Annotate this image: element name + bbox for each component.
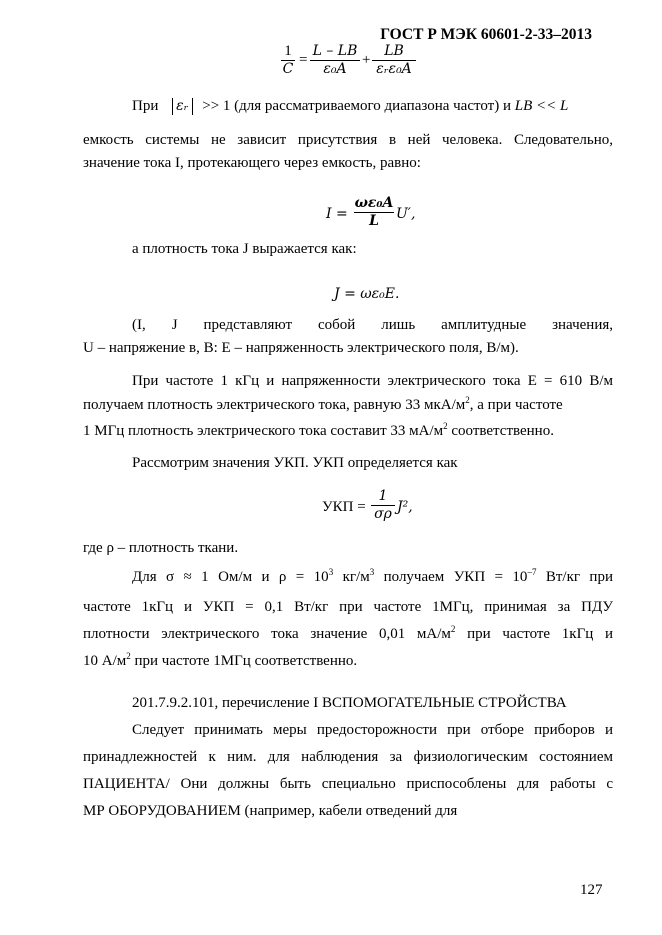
fraction-2: LB εᵣε₀A (372, 43, 416, 78)
para6-line: где ρ – плотность ткани. (83, 540, 239, 556)
fraction-current: $\frac{\text{ωε₀A}}{L}$ (354, 195, 394, 229)
document-header: ГОСТ Р МЭК 60601-2-33–2013 (380, 26, 592, 43)
para8-line1: Следует принимать меры предосторожности при отборе приборов и (132, 722, 613, 738)
para2-line: а плотность тока J выражается как: (132, 241, 357, 257)
fraction-1: $\frac{L - LB}{\text{ε₀A}}$ (310, 43, 360, 78)
page-number: 127 (580, 882, 603, 898)
abs-epsilon-r: εᵣ (172, 98, 192, 115)
para5-line: Рассмотрим значения УКП. УКП определяется как (132, 455, 458, 471)
equals-sign: = (299, 52, 308, 68)
section-heading: 201.7.9.2.101, перечисление I ВСПОМОГАТЕЛЬНЫЕ СТРОЙСТВА (132, 695, 567, 711)
fraction-sar: $\frac{1}{\sigma\rho}$ (371, 488, 395, 523)
para4-line2: получаем плотность электрического тока, равную 33 мкА/$м^2$, а при частоте (83, 395, 563, 413)
para1-line3: значение тока I, протекающего через емкость, равно: (83, 155, 421, 171)
para3-line2: U – напряжение в, В: E – напряженность электрического поля, В/м). (83, 340, 519, 356)
para1-line2: емкость системы не зависит присутствия в ней человека. Следовательно, (83, 132, 613, 148)
para4-line3: 1 МГц плотность электрического тока составит 33 $мА/м^2$ соответственно. (83, 421, 554, 439)
para8-line2: принадлежностей к ним. для наблюдения за физиологическим состоянием (83, 749, 613, 765)
plus-sign: + (362, 52, 371, 68)
para7-line3: плотности электрического тока значение 0,01 $мА/м^2$ при частоте 1кГц и (83, 624, 613, 642)
para4-line1: При частоте 1 кГц и напряженности электрического тока E = 610 В/м (132, 373, 613, 389)
para7-line1: Для σ ≈ 1 Ом/м и $\rho = 10^3$ $кг/м^3$ получаем УКП = $10^{-7}$ Вт/кг при (132, 567, 613, 585)
formula-current-density: J = ωε₀E. (334, 286, 400, 302)
para3-line1: (I, J представляют собой лишь амплитудные значения, (132, 317, 613, 333)
fraction-lhs: $\frac{1}{C}$ (282, 43, 294, 77)
para8-line3: ПАЦИЕНТА/ Они должны быть специально приспособлены для работы с (83, 776, 613, 792)
para8-line4: МР ОБОРУДОВАНИЕМ (например, кабели отведений для (83, 803, 458, 819)
para7-line4: 10 $А/м^2$ при частоте 1МГц соответственно. (83, 651, 358, 669)
para7-line2: частоте 1кГц и УКП = 0,1 Вт/кг при частоте 1МГц, принимая за ПДУ (83, 599, 613, 615)
para1-line1: При εᵣ >> 1 (для рассматриваемого диапазона частот) и LB << L (132, 98, 569, 114)
